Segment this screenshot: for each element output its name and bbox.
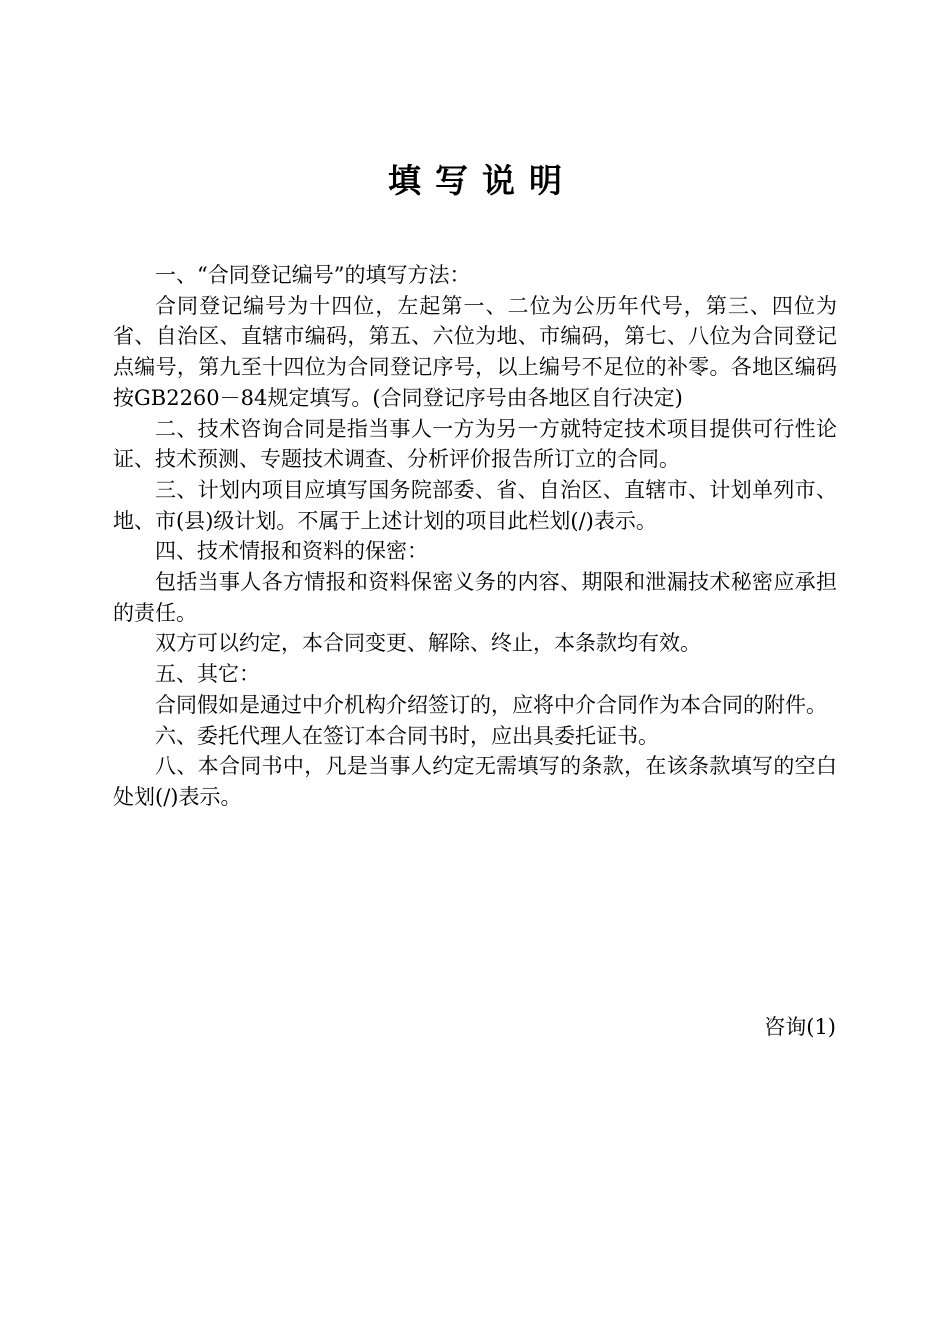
paragraph-authorized-agent: 六、委托代理人在签订本合同书时，应出具委托证书。 — [155, 723, 659, 748]
page-title: 填写说明 — [388, 161, 576, 200]
paragraph-blank-clauses: 八、本合同书中，凡是当事人约定无需填写的条款，在该条款填写的空白处划(/)表示。 — [113, 754, 837, 809]
paragraph-registration-number-rules: 合同登记编号为十四位，左起第一、二位为公历年代号，第三、四位为省、自治区、直辖市编码，第五、六位为地、市编码，第七、八位为合同登记点编号，第九至十四位为合同登记序号，以上编号不足位的补零。各地区编码按GB2260－84规定填写。(合同登记序号由各地区自行决定) — [113, 293, 837, 410]
section-heading-registration-number: 一、“合同登记编号”的填写方法： — [155, 263, 471, 287]
paragraph-intermediary-contract: 合同假如是通过中介机构介绍签订的，应将中介合同作为本合同的附件。 — [155, 692, 827, 717]
paragraph-confidentiality-obligations: 包括当事人各方情报和资料保密义务的内容、期限和泄漏技术秘密应承担的责任。 — [113, 570, 837, 625]
page-footer-label: 咨询(1) — [764, 1015, 836, 1039]
instructions-body — [113, 260, 837, 813]
paragraph-planned-projects: 三、计划内项目应填写国务院部委、省、自治区、直辖市、计划单列市、地、市(县)级计划。不属于上述计划的项目此栏划(/)表示。 — [113, 477, 837, 533]
paragraph-clause-validity: 双方可以约定，本合同变更、解除、终止，本条款均有效。 — [155, 631, 701, 656]
section-heading-other: 五、其它： — [155, 662, 260, 687]
paragraph-consulting-contract-definition: 二、技术咨询合同是指当事人一方为另一方就特定技术项目提供可行性论证、技术预测、专题技术调查、分析评价报告所订立的合同。 — [113, 416, 837, 472]
section-heading-confidentiality: 四、技术情报和资料的保密： — [155, 539, 428, 564]
